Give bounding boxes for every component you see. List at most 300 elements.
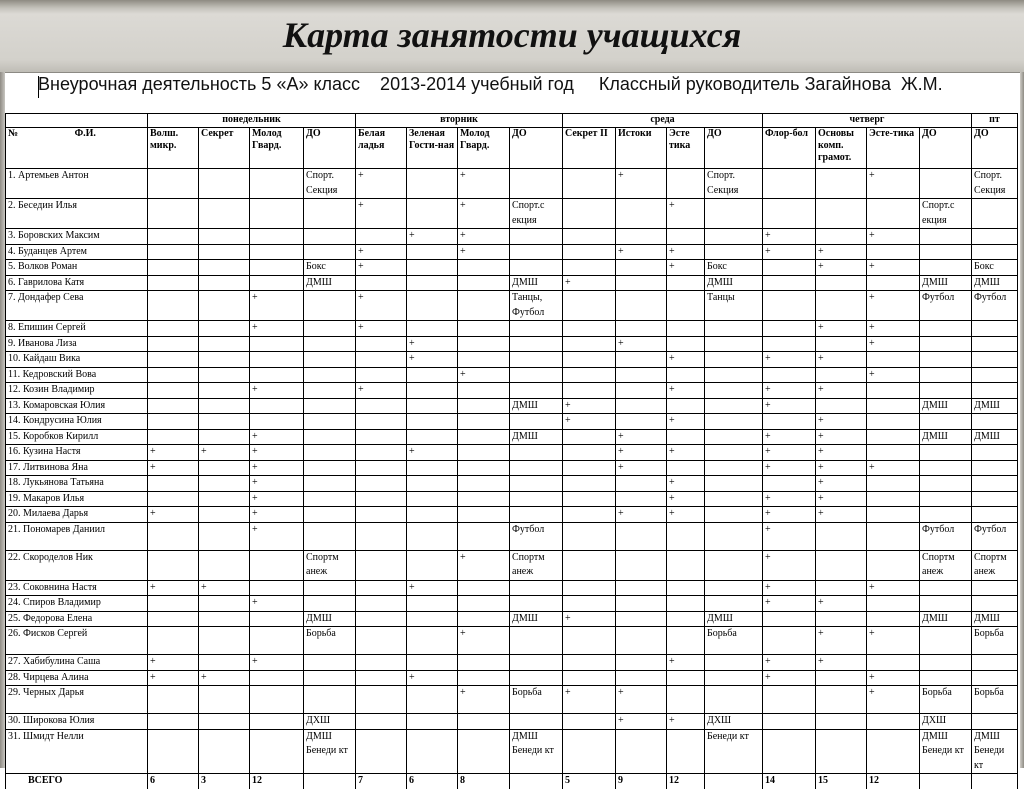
activity-cell <box>972 580 1018 596</box>
activity-cell <box>407 414 458 430</box>
activity-cell: + <box>867 460 920 476</box>
activity-cell: + <box>816 491 867 507</box>
table-row <box>6 580 1018 596</box>
activity-cell <box>667 550 705 580</box>
total-cell <box>920 774 972 789</box>
activity-cell <box>705 491 763 507</box>
activity-cell: + <box>250 291 304 321</box>
activity-cell <box>972 321 1018 337</box>
activity-cell: + <box>616 336 667 352</box>
activity-cell <box>972 460 1018 476</box>
activity-cell <box>510 491 563 507</box>
activity-cell: + <box>816 445 867 461</box>
activity-cell <box>458 445 510 461</box>
activity-cell: + <box>816 507 867 523</box>
activity-cell <box>510 460 563 476</box>
activity-cell <box>616 367 667 383</box>
activity-cell <box>667 336 705 352</box>
activity-cell <box>667 729 705 774</box>
activity-cell: + <box>458 627 510 655</box>
activity-cell: + <box>667 476 705 492</box>
activity-cell <box>407 476 458 492</box>
activity-cell <box>510 260 563 276</box>
activity-cell <box>510 596 563 612</box>
activity-cell <box>458 507 510 523</box>
activity-cell: ДМШ Бенеди кт <box>972 729 1018 774</box>
activity-cell <box>356 429 407 445</box>
activity-cell <box>199 460 250 476</box>
activity-cell: + <box>250 445 304 461</box>
activity-cell <box>972 714 1018 730</box>
activity-cell <box>199 336 250 352</box>
activity-cell <box>667 596 705 612</box>
activity-cell: + <box>667 260 705 276</box>
activity-cell <box>563 627 616 655</box>
activity-cell <box>510 229 563 245</box>
table-row <box>6 476 1018 492</box>
activity-cell: + <box>667 352 705 368</box>
subheader-cell: Волш. микр. <box>148 128 199 169</box>
activity-cell: + <box>667 445 705 461</box>
activity-cell <box>356 491 407 507</box>
activity-cell <box>304 507 356 523</box>
activity-cell <box>407 627 458 655</box>
activity-cell <box>304 321 356 337</box>
activity-cell: + <box>816 476 867 492</box>
activity-cell: + <box>356 199 407 229</box>
activity-cell: ДМШ <box>920 275 972 291</box>
activity-cell <box>458 729 510 774</box>
activity-cell <box>356 686 407 714</box>
activity-cell <box>407 686 458 714</box>
activity-cell <box>148 244 199 260</box>
activity-cell <box>250 580 304 596</box>
student-name: 9. Иванова Лиза <box>6 336 148 352</box>
title-bar <box>0 0 1024 73</box>
activity-cell: + <box>250 596 304 612</box>
activity-cell <box>148 336 199 352</box>
activity-cell: + <box>458 244 510 260</box>
student-name: 11. Кедровский Вова <box>6 367 148 383</box>
table-row <box>6 550 1018 580</box>
activity-cell <box>616 491 667 507</box>
activity-cell <box>510 655 563 671</box>
activity-cell <box>407 507 458 523</box>
activity-cell <box>510 714 563 730</box>
activity-cell <box>920 460 972 476</box>
table-row <box>6 321 1018 337</box>
activity-cell <box>867 714 920 730</box>
subheader-cell: ДО <box>304 128 356 169</box>
activity-cell <box>148 476 199 492</box>
activity-cell <box>920 670 972 686</box>
subheader-cell: Истоки <box>616 128 667 169</box>
student-name: 15. Коробков Кирилл <box>6 429 148 445</box>
activity-cell <box>199 383 250 399</box>
activity-cell <box>972 414 1018 430</box>
activity-cell: Бокс <box>705 260 763 276</box>
activity-cell <box>667 321 705 337</box>
activity-cell <box>763 611 816 627</box>
activity-cell: Танцы <box>705 291 763 321</box>
activity-cell <box>199 367 250 383</box>
activity-cell <box>356 522 407 550</box>
table-row <box>6 507 1018 523</box>
activity-cell <box>616 522 667 550</box>
activity-cell: + <box>616 714 667 730</box>
activity-cell <box>510 367 563 383</box>
activity-cell: + <box>616 429 667 445</box>
activity-cell: + <box>763 580 816 596</box>
activity-cell: Борьба <box>510 686 563 714</box>
activity-cell <box>920 476 972 492</box>
activity-cell: ДМШ <box>972 275 1018 291</box>
activity-cell: ДМШ <box>972 398 1018 414</box>
activity-cell <box>563 429 616 445</box>
activity-cell <box>867 507 920 523</box>
activity-cell: + <box>867 229 920 245</box>
activity-cell <box>816 550 867 580</box>
activity-cell <box>356 445 407 461</box>
activity-cell <box>356 229 407 245</box>
activity-cell <box>867 596 920 612</box>
student-name: 21. Пономарев Даниил <box>6 522 148 550</box>
activity-cell <box>199 275 250 291</box>
activity-cell: + <box>356 291 407 321</box>
activity-cell <box>407 244 458 260</box>
activity-cell <box>250 627 304 655</box>
activity-cell: Танцы, Футбол <box>510 291 563 321</box>
table-row <box>6 714 1018 730</box>
activity-cell <box>763 686 816 714</box>
activity-cell <box>148 199 199 229</box>
activity-cell <box>972 476 1018 492</box>
activity-cell <box>356 414 407 430</box>
activity-cell <box>563 550 616 580</box>
activity-cell: + <box>616 507 667 523</box>
activity-cell <box>705 596 763 612</box>
activity-cell <box>816 686 867 714</box>
activity-cell <box>563 244 616 260</box>
activity-cell <box>920 244 972 260</box>
activity-cell <box>563 169 616 199</box>
activity-cell <box>920 321 972 337</box>
activity-cell <box>250 670 304 686</box>
activity-cell <box>148 229 199 245</box>
activity-cell: + <box>816 655 867 671</box>
activity-cell <box>304 229 356 245</box>
day-header-thursday: четверг <box>763 114 972 128</box>
activity-cell <box>816 169 867 199</box>
activity-cell <box>972 352 1018 368</box>
activity-cell <box>148 291 199 321</box>
activity-cell <box>705 550 763 580</box>
activity-cell: + <box>407 670 458 686</box>
activity-cell <box>510 580 563 596</box>
student-name: 28. Чирцева Алина <box>6 670 148 686</box>
activity-cell <box>705 429 763 445</box>
activity-cell <box>356 655 407 671</box>
activity-cell: ДМШ <box>510 611 563 627</box>
activity-cell: + <box>816 460 867 476</box>
activity-cell <box>763 199 816 229</box>
activity-cell: Спорт.с екция <box>920 199 972 229</box>
student-name: 3. Боровских Максим <box>6 229 148 245</box>
activity-cell <box>356 580 407 596</box>
student-name: 19. Макаров Илья <box>6 491 148 507</box>
table-row <box>6 729 1018 774</box>
activity-cell: + <box>763 507 816 523</box>
activity-cell <box>356 476 407 492</box>
activity-cell: + <box>250 507 304 523</box>
table-row <box>6 522 1018 550</box>
activity-cell <box>563 714 616 730</box>
activity-cell <box>510 507 563 523</box>
activity-cell <box>816 398 867 414</box>
activity-cell <box>199 507 250 523</box>
activity-cell <box>816 336 867 352</box>
day-header-friday: пт <box>972 114 1018 128</box>
activity-cell <box>563 670 616 686</box>
activity-cell <box>250 414 304 430</box>
activity-cell <box>458 714 510 730</box>
activity-cell: + <box>763 491 816 507</box>
activity-cell <box>510 383 563 399</box>
activity-cell <box>867 352 920 368</box>
activity-cell: + <box>250 460 304 476</box>
subheader-cell: Секрет II <box>563 128 616 169</box>
activity-cell <box>148 275 199 291</box>
activity-cell <box>972 596 1018 612</box>
activity-cell: + <box>356 321 407 337</box>
table-row <box>6 445 1018 461</box>
activity-cell <box>667 367 705 383</box>
activity-cell <box>563 729 616 774</box>
activity-cell <box>667 398 705 414</box>
activity-cell: + <box>407 352 458 368</box>
activity-cell: + <box>458 199 510 229</box>
activity-cell <box>250 729 304 774</box>
activity-cell: + <box>407 229 458 245</box>
activity-cell <box>972 383 1018 399</box>
activity-cell <box>816 199 867 229</box>
activity-cell <box>148 398 199 414</box>
activity-cell <box>304 336 356 352</box>
activity-cell <box>667 460 705 476</box>
activity-cell: ДМШ Бенеди кт <box>304 729 356 774</box>
activity-cell <box>972 670 1018 686</box>
subheader-cell: Молод Гвард. <box>458 128 510 169</box>
activity-cell <box>705 229 763 245</box>
subheader-cell: ДО <box>705 128 763 169</box>
student-name: 7. Дондафер Сева <box>6 291 148 321</box>
activity-cell <box>816 714 867 730</box>
total-cell: 15 <box>816 774 867 789</box>
activity-cell <box>407 429 458 445</box>
activity-cell <box>458 398 510 414</box>
activity-cell <box>148 714 199 730</box>
total-cell: 6 <box>407 774 458 789</box>
activity-cell <box>510 445 563 461</box>
activity-cell <box>356 729 407 774</box>
table-row <box>6 398 1018 414</box>
table-row <box>6 336 1018 352</box>
activity-cell <box>705 398 763 414</box>
activity-cell <box>920 352 972 368</box>
activity-cell <box>920 445 972 461</box>
table-row <box>6 275 1018 291</box>
activity-cell <box>250 199 304 229</box>
activity-cell <box>563 199 616 229</box>
activity-cell <box>972 199 1018 229</box>
activity-cell <box>705 321 763 337</box>
student-name: 5. Волков Роман <box>6 260 148 276</box>
activity-cell <box>816 522 867 550</box>
activity-cell: Спортм анеж <box>920 550 972 580</box>
activity-cell <box>407 714 458 730</box>
table-row <box>6 169 1018 199</box>
activity-cell <box>510 352 563 368</box>
activity-cell: + <box>816 429 867 445</box>
activity-cell: + <box>250 321 304 337</box>
activity-cell <box>407 655 458 671</box>
activity-cell <box>356 714 407 730</box>
subheader-cell: ДО <box>920 128 972 169</box>
activity-cell <box>667 275 705 291</box>
total-cell: 8 <box>458 774 510 789</box>
activity-cell: ДМШ Бенеди кт <box>920 729 972 774</box>
activity-cell: + <box>867 336 920 352</box>
student-name: 17. Литвинова Яна <box>6 460 148 476</box>
activity-cell <box>304 291 356 321</box>
activity-cell: Футбол <box>920 291 972 321</box>
student-name: 30. Широкова Юлия <box>6 714 148 730</box>
activity-cell <box>148 611 199 627</box>
activity-cell: ДХШ <box>304 714 356 730</box>
activity-cell <box>972 445 1018 461</box>
activity-cell <box>199 199 250 229</box>
activity-cell <box>616 476 667 492</box>
activity-cell: + <box>563 275 616 291</box>
activity-cell: Борьба <box>972 686 1018 714</box>
table-row <box>6 429 1018 445</box>
activity-cell <box>705 367 763 383</box>
student-name: 4. Буданцев Артем <box>6 244 148 260</box>
activity-cell <box>304 199 356 229</box>
activity-cell <box>407 367 458 383</box>
activity-cell <box>563 229 616 245</box>
student-name: 20. Милаева Дарья <box>6 507 148 523</box>
activity-cell <box>867 445 920 461</box>
activity-cell <box>705 383 763 399</box>
activity-cell <box>148 550 199 580</box>
activity-cell: ДМШ <box>510 429 563 445</box>
student-name: 12. Козин Владимир <box>6 383 148 399</box>
activity-cell <box>763 367 816 383</box>
activity-cell <box>250 686 304 714</box>
activity-cell: + <box>148 507 199 523</box>
activity-cell: + <box>148 670 199 686</box>
activity-cell: + <box>867 367 920 383</box>
subheader-cell: Эсте-тика <box>867 128 920 169</box>
activity-cell <box>616 611 667 627</box>
subheader-cell: Основы комп. грамот. <box>816 128 867 169</box>
activity-cell <box>148 260 199 276</box>
activity-cell <box>407 460 458 476</box>
activity-cell <box>148 414 199 430</box>
activity-cell <box>667 686 705 714</box>
num-header: № <box>8 128 19 139</box>
activity-cell <box>616 199 667 229</box>
activity-cell: Борьба <box>920 686 972 714</box>
activity-cell <box>616 291 667 321</box>
total-cell: 6 <box>148 774 199 789</box>
subheader-cell: Секрет <box>199 128 250 169</box>
subheader-cell: ДО <box>510 128 563 169</box>
activity-cell <box>867 414 920 430</box>
activity-cell <box>458 460 510 476</box>
activity-cell <box>705 580 763 596</box>
table-row <box>6 383 1018 399</box>
activity-cell <box>250 229 304 245</box>
activity-cell: + <box>667 491 705 507</box>
activity-cell: + <box>816 414 867 430</box>
activity-cell <box>148 352 199 368</box>
activity-cell: + <box>867 321 920 337</box>
activity-cell <box>920 336 972 352</box>
activity-cell: + <box>816 244 867 260</box>
right-frame-band <box>1020 72 1024 768</box>
activity-cell <box>705 445 763 461</box>
activity-cell <box>920 580 972 596</box>
activity-cell: + <box>148 445 199 461</box>
activity-cell: + <box>458 169 510 199</box>
activity-cell: Спорт.с екция <box>510 199 563 229</box>
activity-cell <box>616 229 667 245</box>
student-name: 16. Кузина Настя <box>6 445 148 461</box>
activity-cell <box>356 398 407 414</box>
activity-cell <box>250 275 304 291</box>
activity-cell: Футбол <box>972 522 1018 550</box>
day-header-row <box>6 114 1018 128</box>
activity-cell <box>616 352 667 368</box>
activity-cell <box>199 169 250 199</box>
activity-cell <box>458 611 510 627</box>
activity-cell <box>763 729 816 774</box>
activity-cell <box>763 275 816 291</box>
total-cell <box>510 774 563 789</box>
activity-cell: + <box>667 655 705 671</box>
activity-cell <box>199 491 250 507</box>
activity-cell <box>816 229 867 245</box>
activity-cell <box>250 398 304 414</box>
total-cell <box>304 774 356 789</box>
activity-cell: + <box>616 445 667 461</box>
activity-cell <box>304 383 356 399</box>
activity-cell <box>705 336 763 352</box>
activity-cell: + <box>199 670 250 686</box>
subheader-cell: ДО <box>972 128 1018 169</box>
activity-cell <box>458 655 510 671</box>
activity-cell <box>867 199 920 229</box>
activity-cell <box>148 491 199 507</box>
activity-cell <box>616 398 667 414</box>
activity-cell: + <box>148 580 199 596</box>
activity-cell <box>763 414 816 430</box>
subheader-row <box>6 128 1018 169</box>
total-cell: 12 <box>250 774 304 789</box>
table-row <box>6 199 1018 229</box>
